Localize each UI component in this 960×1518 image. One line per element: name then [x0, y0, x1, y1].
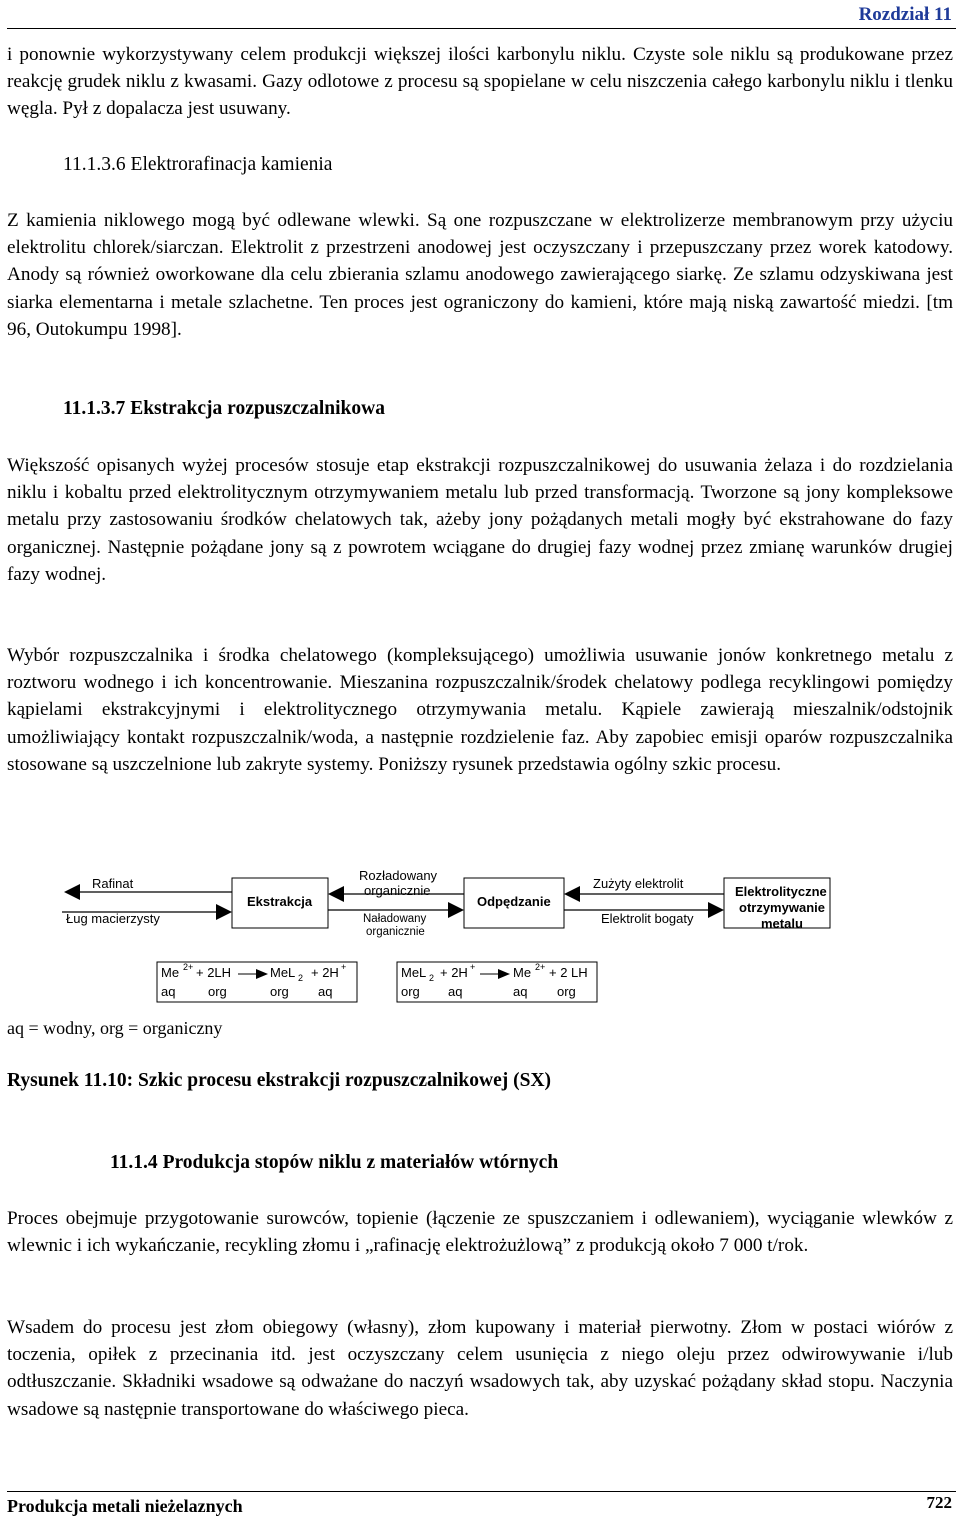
arrow-right-icon	[498, 969, 510, 979]
solvent-extraction-diagram	[0, 860, 960, 1010]
arrow-right-icon	[448, 902, 464, 918]
eq1-mel: MeL	[270, 965, 296, 980]
section-heading	[63, 154, 332, 176]
section-heading	[63, 398, 385, 420]
footer-rule	[7, 1491, 956, 1492]
eq2-me-sup: 2+	[535, 962, 546, 972]
eq1-phase: aq	[318, 984, 333, 999]
eq2-phase: org	[557, 984, 576, 999]
paragraph: Z kamienia niklowego mogą być odlewane wlewki. Są one rozpuszczane w elektrolizerze membranowym przy użyciu elektrolitu chlorek/siarczan. Elektrolit z przestrzeni anodowej jest oczyszczany i przepuszczany przez worek katodowy. Anody są również oworkowane dla celu zbierania szlamu anodowego zawierającego siarkę. Ze szlamu odzyskiwana jest siarka elementarna i metale szlachetne. Ten proces jest ograniczony do kamieni, które mają niską zawartość miedzi. [tm 96, Outokumpu 1998].	[7, 210, 953, 340]
arrow-right-icon	[216, 904, 232, 920]
eq1-phase: org	[208, 984, 227, 999]
arrow-left-icon	[328, 886, 344, 902]
arrow-left-icon	[64, 884, 80, 900]
arrow-right-icon	[256, 969, 268, 979]
label-lug: Ług macierzysty	[66, 911, 160, 926]
equation-stripping	[401, 962, 588, 999]
label-naladowany: organicznie	[366, 926, 425, 938]
eq1-h-sup: +	[341, 962, 347, 972]
eq2-phase: org	[401, 984, 420, 999]
eq2-h: + 2H	[440, 965, 468, 980]
eq1-h: + 2H	[311, 965, 339, 980]
chapter-header: Rozdział 11	[858, 4, 952, 25]
eq2-mel: MeL	[401, 965, 427, 980]
heading-text: Elektrorafinacja kamienia	[130, 154, 333, 175]
heading-text: Ekstrakcja rozpuszczalnikowa	[130, 398, 385, 419]
footer-title: Produkcja metali nieżelaznych	[7, 1496, 243, 1516]
section-heading	[110, 1152, 558, 1174]
heading-number: 11.1.4	[110, 1152, 158, 1173]
heading-text: Produkcja stopów niklu z materiałów wtórnych	[162, 1152, 559, 1173]
eq1-phase: aq	[161, 984, 176, 999]
label-elektrolityczne: Elektrolityczne	[735, 884, 827, 899]
label-zuzyty: Zużyty elektrolit	[593, 876, 684, 891]
paragraph: Wybór rozpuszczalnika i środka chelatowego (kompleksującego) umożliwia usuwanie jonów konkretnego metalu z roztworu wodnego i ich koncentrowanie. Mieszanina rozpuszczalnik/środek chelatowy podlega recyklingowi pomiędzy kąpielami ekstrakcyjnymi i elektrolitycznego otrzymywania metalu. Kąpiele zawierają mieszalnik/odstojnik umożliwiający kontakt rozpuszczalnik/woda, a następnie rozdzielenie faz. Aby zapobiec emisji oparów rozpuszczalnika stosowane są uszczelnione lub zakryte systemy. Poniższy rysunek przedstawia ogólny szkic procesu.	[7, 645, 953, 775]
label-naladowany: Naładowany	[363, 913, 427, 925]
paragraph: Większość opisanych wyżej procesów stosuje etap ekstrakcji rozpuszczalnikowej do usuwania żelaza i do rozdzielania niklu i kobaltu przed elektrolitycznym otrzymywaniem metalu lub przed transformacją. Tworzone są jony kompleksowe metalu przy zastosowaniu środków chelatowych tak, ażeby jony pożądanych metali mogły być ekstrahowane do fazy organicznej. Następnie pożądane jony są z powrotem wciągane do drugiej fazy wodnej przez zmianę warunków drugiej fazy wodnej.	[7, 455, 953, 585]
paragraph: Proces obejmuje przygotowanie surowców, topienie (łączenie ze spuszczaniem i odlewaniem), wyciąganie wlewków z wlewnic i ich wykańczanie, recykling złomu i „rafinację elektrożużlową” z produkcją około 7 000 t/rok.	[7, 1208, 953, 1257]
arrow-right-icon	[708, 902, 724, 918]
label-elektrolityczne: otrzymywanie	[739, 900, 825, 915]
label-rafinat: Rafinat	[92, 876, 134, 891]
diagram-legend: aq = wodny, org = organiczny	[7, 1018, 223, 1038]
paragraph: Wsadem do procesu jest złom obiegowy (własny), złom kupowany i materiał pierwotny. Złom w postaci wiórów z toczenia, opiłek z przecinania itd. jest oczyszczany celem usunięcia z niego oleju przez odwirowywanie i/lub odtłuszczanie. Składniki wsadowe są odważane do naczyń wsadowych tak, aby uzyskać pożądany skład stopu. Naczynia wsadowe są następnie transportowane do właściwego pieca.	[7, 1317, 953, 1420]
eq2-mel-sub: 2	[429, 973, 435, 983]
equation-extraction	[161, 962, 346, 999]
label-rozladowany: Rozładowany	[359, 868, 438, 883]
label-elektrolityczne: metalu	[761, 916, 803, 931]
eq1-mel-sub: 2	[298, 973, 304, 983]
eq2-lh: + 2 LH	[549, 965, 588, 980]
figure-caption: Rysunek 11.10: Szkic procesu ekstrakcji rozpuszczalnikowej (SX)	[7, 1070, 552, 1091]
label-bogaty: Elektrolit bogaty	[601, 911, 694, 926]
eq1-phase: org	[270, 984, 289, 999]
eq1-lh: + 2LH	[196, 965, 232, 980]
paragraph: i ponownie wykorzystywany celem produkcji większej ilości karbonylu niklu. Czyste sole niklu są produkowane przez reakcję grudek niklu z kwasami. Gazy odlotowe z procesu są spopielane w celu niszczenia całego karbonylu niklu i tlenku węgla. Pył z dopalacza jest usuwany.	[7, 44, 953, 120]
header-rule	[7, 28, 956, 29]
eq2-h-sup: +	[470, 962, 476, 972]
heading-number: 11.1.3.6	[63, 154, 126, 175]
heading-number: 11.1.3.7	[63, 398, 126, 419]
page-number: 722	[926, 1493, 952, 1512]
label-odpedzanie: Odpędzanie	[477, 894, 551, 909]
label-rozladowany: organicznie	[364, 883, 431, 898]
eq1-me: Me	[161, 965, 180, 980]
arrow-left-icon	[564, 886, 580, 902]
eq2-me: Me	[513, 965, 532, 980]
eq2-phase: aq	[448, 984, 463, 999]
eq2-phase: aq	[513, 984, 528, 999]
label-ekstrakcja: Ekstrakcja	[247, 894, 313, 909]
eq1-me-sup: 2+	[183, 962, 194, 972]
